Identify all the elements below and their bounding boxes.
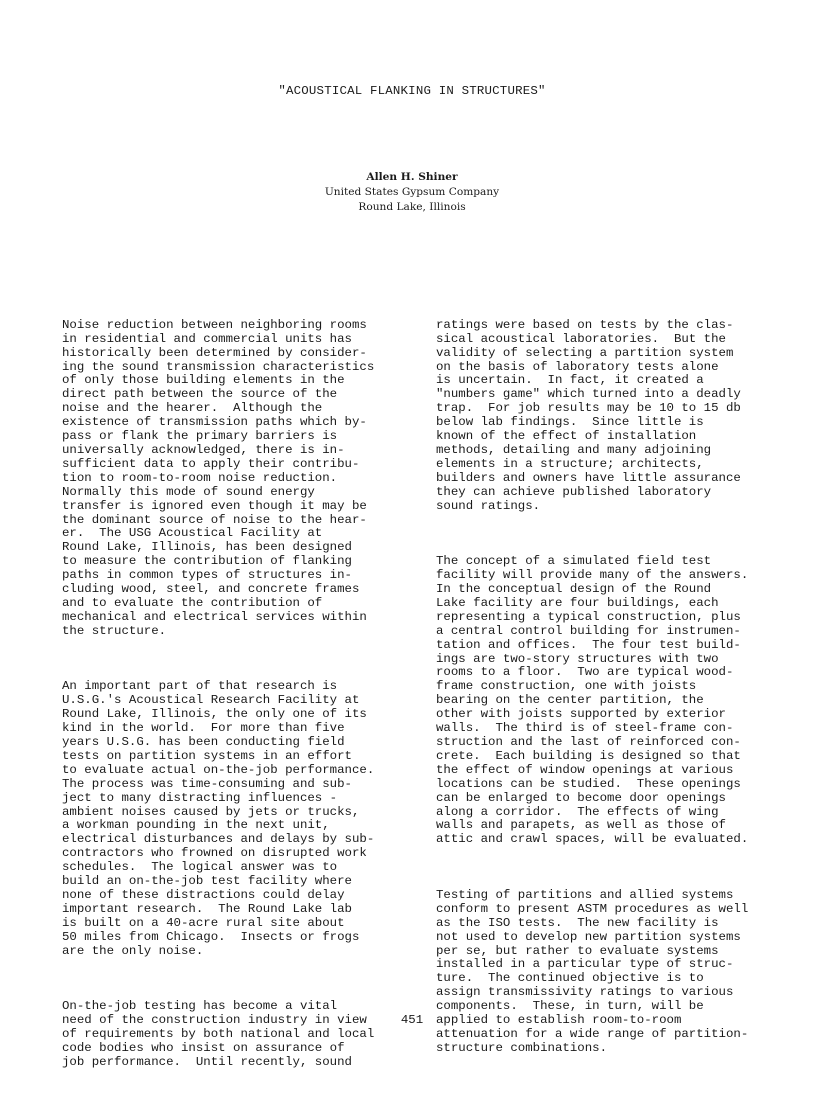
left-column	[62, 291, 407, 1098]
author-location: Round Lake, Illinois	[358, 201, 466, 213]
page-number: 451	[400, 1013, 424, 1027]
body-paragraph: On-the-job testing has become a vital need of the construction industry in view of requirements by both national and local code bodies who insist on assurance of job performance. Until recently, sound	[62, 999, 375, 1069]
paper-title: "ACOUSTICAL FLANKING IN STRUCTURES"	[278, 84, 546, 98]
body-paragraph: Testing of partitions and allied systems conform to present ASTM procedures as well as the ISO tests. The new facility is not used to develop new partition systems per se, but rather to evaluate systems installed in a particular type of struc- ture. The continued objective is to assign transmissivity ratings to various components. These, in turn, will be applied to establish room-to-room attenuation for a wide range of partition- structure combinations.	[436, 887, 749, 1055]
right-column	[436, 291, 781, 1084]
body-paragraph: ratings were based on tests by the clas- sical acoustical laboratories. But the validity of selecting a partition system on the basis of laboratory tests alone is uncertain. In fact, it created a "numbers game" which turned into a deadly trap. For job results may be 10 to 15 db below lab findings. Since little is known of the effect of installation methods, detailing and many adjoining elements in a structure; architects, builders and owners have little assurance they can achieve published laboratory sound ratings.	[436, 317, 741, 513]
body-paragraph: An important part of that research is U.S.G.'s Acoustical Research Facility at Round Lake, Illinois, the only one of its kind in the world. For more than five years U.S.G. has been conducting field tests on partition systems in an effort to evaluate actual on-the-job performance. The process was time-consuming and sub- ject to many distracting influences - ambient noises caused by jets or trucks, a workman pounding in the next unit, electrical disturbances and delays by sub- contractors who frowned on disrupted work schedules. The logical answer was to build an on-the-job test facility where none of these distractions could delay important research. The Round Lake lab is built on a 40-acre rural site about 50 miles from Chicago. Insects or frogs are the only noise.	[62, 679, 375, 958]
byline	[0, 170, 824, 215]
body-paragraph: The concept of a simulated field test facility will provide many of the answers. In the conceptual design of the Round Lake facility are four buildings, each representing a typical construction, plus a central control building for instrumen- tation and offices. The four test build- ings are two-story structures with two rooms to a floor. Two are typical wood- frame construction, one with joists bearing on the center partition, the other with joists supported by exterior walls. The third is of steel-frame con- struction and the last of reinforced con- crete. Each building is designed so that the effect of window openings at various locations can be studied. These openings can be enlarged to become door openings along a corridor. The effects of wing walls and parapets, as well as those of attic and crawl spaces, will be evaluated.	[436, 554, 749, 847]
author-affiliation: United States Gypsum Company	[324, 186, 500, 198]
body-paragraph: Noise reduction between neighboring rooms in residential and commercial units has historically been determined by consider- ing the sound transmission characteristics of only those building elements in the direct path between the source of the noise and the hearer. Although the existence of transmission paths which by- pass or flank the primary barriers is universally acknowledged, there is in- sufficient data to apply their contribu- tion to room-to-room noise reduction. Normally this mode of sound energy transfer is ignored even though it may be the dominant source of noise to the hear- er. The USG Acoustical Facility at Round Lake, Illinois, has been designed to measure the contribution of flanking paths in common types of structures in- cluding wood, steel, and concrete frames and to evaluate the contribution of mechanical and electrical services within the structure.	[62, 317, 375, 638]
author-name: Allen H. Shiner	[366, 171, 458, 183]
